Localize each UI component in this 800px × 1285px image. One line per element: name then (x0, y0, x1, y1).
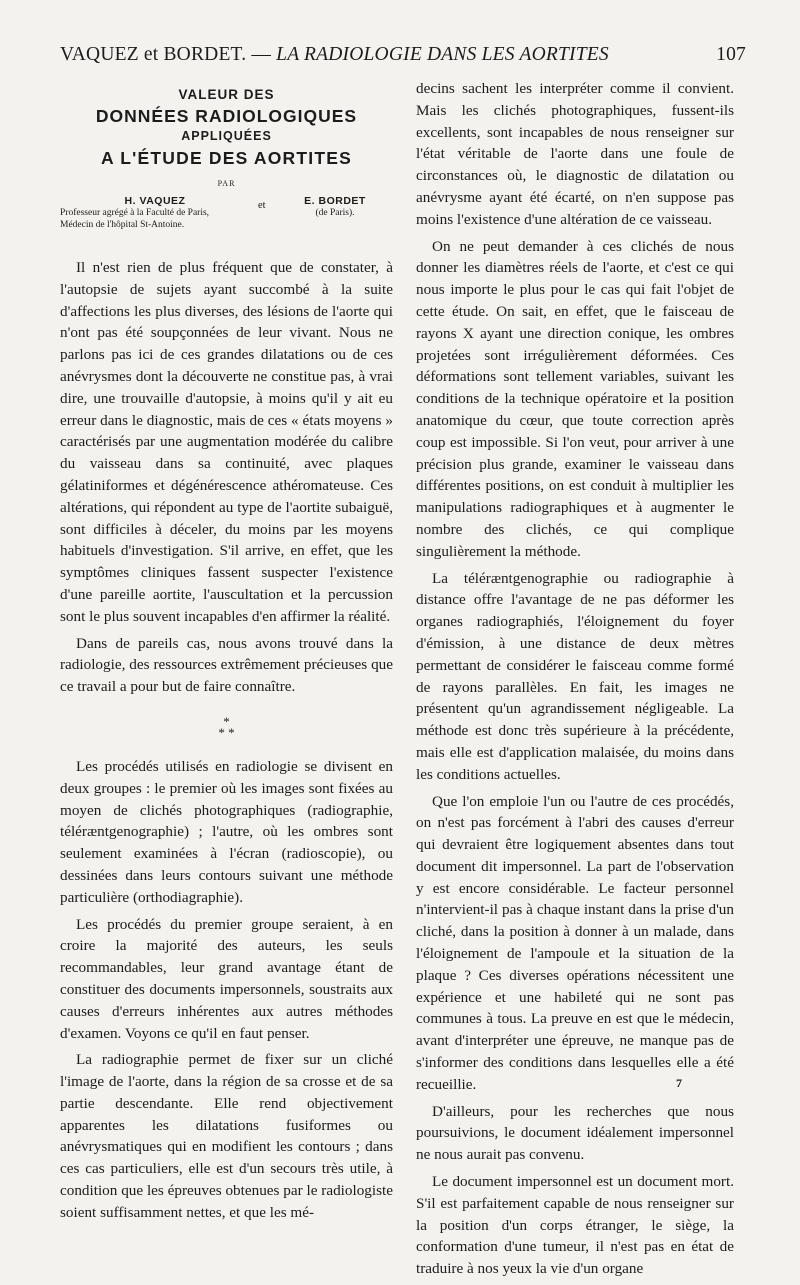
body-paragraph: decins sachent les interpréter comme il convient. Mais les clichés photographiques, fussent-ils excellents, sont incapables de nous renseigner sur l'état véritable de l'aorte dans une foule de circonstances où, le diagnostic de dilatation ou anévrysme ayant été écarté, on n'en suppose pas moins l'existence d'une altération de ce vaisseau. (416, 80, 734, 228)
body-paragraph: Il n'est rien de plus fréquent que de constater, à l'autopsie de sujets ayant succombé à la suite d'affections les plus diverses, des lésions de l'aorte qui n'ont pas été soupçonnées de leur vivant. Nous ne parlons pas ici de ces grandes dilatations ou de ces anévrysmes dont la découverte ne constitue pas, à vrai dire, une trouvaille d'autopsie, à moins qu'il y ait eu erreur dans le diagnostic, mais de ces « états moyens » caractérisés par une augmentation modérée du calibre du vaisseau dans sa continuité, avec plaques gélatiniformes et dégénérescence athéromateuse. Ces altérations, qui répondent au type de l'aortite subaiguë, sont difficiles à déceler, du moins par les moyens habituels d'investigation. S'il arrive, en effet, que les symptômes cliniques fassent suspecter l'existence d'une pareille aortite, l'auscultation et la percussion sont le plus souvent incapables d'en affirmer la réalité. (60, 259, 393, 625)
left-column (60, 78, 393, 1229)
author-1-name: H. VAQUEZ (124, 195, 186, 207)
author-bordet (280, 195, 390, 219)
authors-conjunction: et (258, 200, 266, 211)
page-number: 107 (716, 44, 746, 65)
asterism-top: * (223, 713, 230, 729)
body-paragraph: Les procédés utilisés en radiologie se divisent en deux groupes : le premier où les images sont fixées au moyen de clichés photographiques (radiographie, téléræntgenographie) ; l'autre, où les ombres sont seulement examinées à l'écran (radioscopie), ou dessinées dans leurs contours suivant une méthode particulière (orthodiagraphie). (60, 757, 393, 906)
authors-block (60, 195, 393, 243)
author-1-affiliation-1: Professeur agrégé à la Faculté de Paris, (60, 208, 210, 218)
right-column (416, 78, 734, 1285)
title-line-4: A L'ÉTUDE DES AORTITES (101, 148, 352, 168)
body-paragraph: Le document impersonnel est un document mort. S'il est parfaitement capable de nous renseigner sur la position d'un corps étranger, le siège, la conformation d'une tumeur, il n'est pas en état de traduire à nos yeux la vie d'un organe (416, 1173, 734, 1278)
section-asterism (60, 713, 393, 740)
author-2-name: E. BORDET (304, 195, 366, 207)
running-head-title: LA RADIOLOGIE DANS LES AORTITES (276, 44, 609, 65)
running-head (60, 44, 746, 66)
byline-par: PAR (217, 179, 236, 188)
body-paragraph: On ne peut demander à ces clichés de nous donner les diamètres réels de l'aorte, et c'est ce qui nous importe le plus pour le cas qui fait l'objet de cette étude. On sait, en effet, que le faisceau de rayons X ayant une direction conique, les ombres projetées sont irrégulièrement déformées. Ces déformations sont tellement variables, suivant les conditions de la technique opératoire et la position anatomique du cœur, que toute correction après coup est impossible. Si l'on veut, pour arriver à une précision plus grande, examiner le vaisseau dans différentes positions, on est conduit à multiplier les manipulations radiographiques et à augmenter le nombre des clichés, ce qui complique singulièrement la méthode. (416, 237, 734, 560)
asterism-bottom: * * (218, 724, 235, 740)
body-paragraph: Dans de pareils cas, nous avons trouvé dans la radiologie, des ressources extrêmement précieuses que ce travail a pour but de faire connaître. (60, 634, 393, 696)
signature-mark: 7 (676, 1076, 682, 1090)
title-line-3: APPLIQUÉES (181, 129, 272, 143)
body-paragraph: D'ailleurs, pour les recherches que nous poursuivions, le document idéalement impersonnel ne nous aurait pas convenu. (416, 1102, 734, 1164)
body-paragraph: Les procédés du premier groupe seraient, à en croire la majorité des auteurs, les seuls recommandables, leur grand avantage étant de constituer des documents impersonnels, soustraits aux causes d'erreurs inhérentes aux autres méthodes d'examen. Voyons ce qu'il en faut penser. (60, 915, 393, 1042)
title-line-2: DONNÉES RADIOLOGIQUES (95, 106, 358, 126)
body-paragraph: La téléræntgenographie ou radiographie à distance offre l'avantage de ne pas déformer les organes radiographiés, l'éloignement du foyer d'émission, à une distance de deux mètres permettant de considérer le faisceau comme formé de rayons parallèles. En fait, les images ne présentent qu'un agrandissement négligeable. La méthode est donc très supérieure à la précédente, mais elle est d'application malaisée, du moins dans les conditions actuelles. (416, 569, 734, 783)
running-head-separator: — (251, 44, 272, 65)
running-head-authors: VAQUEZ et BORDET. (60, 44, 247, 65)
article-title (60, 86, 393, 171)
body-paragraph: Que l'on emploie l'un ou l'autre de ces procédés, on n'est pas forcément à l'abri des causes d'erreur qui devraient être logiquement absentes dans tout document dit impersonnel. La part de l'observation y est encore considérable. Le facteur personnel n'intervient-il pas à chaque instant dans la prise d'un cliché, dans la position à donner à un malade, dans l'éloignement de l'ampoule et la situation de la plaque ? Ces diverses opérations nécessitent une expérience et une habileté qui ne sont pas communes à tous. La preuve en est que le médecin, avant d'interpréter une épreuve, ne manque pas de s'informer des conditions dans lesquelles elle a été recueillie. (416, 792, 734, 1093)
title-line-1: VALEUR DES (178, 87, 275, 102)
author-2-affiliation: (de Paris). (315, 208, 355, 218)
author-1-affiliation-2: Médecin de l'hôpital St-Antoine. (60, 220, 185, 230)
author-vaquez (60, 195, 250, 231)
body-paragraph: La radiographie permet de fixer sur un cliché l'image de l'aorte, dans la région de sa crosse et de sa partie descendante. Elle rend objectivement apparentes les dilatations fusiformes ou anévrysmatiques qui en modifient les contours ; dans ces cas particuliers, elle est d'un secours très utile, à condition que les épreuves obtenues par le radiologiste soient suffisamment nettes, et que les mé- (60, 1051, 393, 1221)
